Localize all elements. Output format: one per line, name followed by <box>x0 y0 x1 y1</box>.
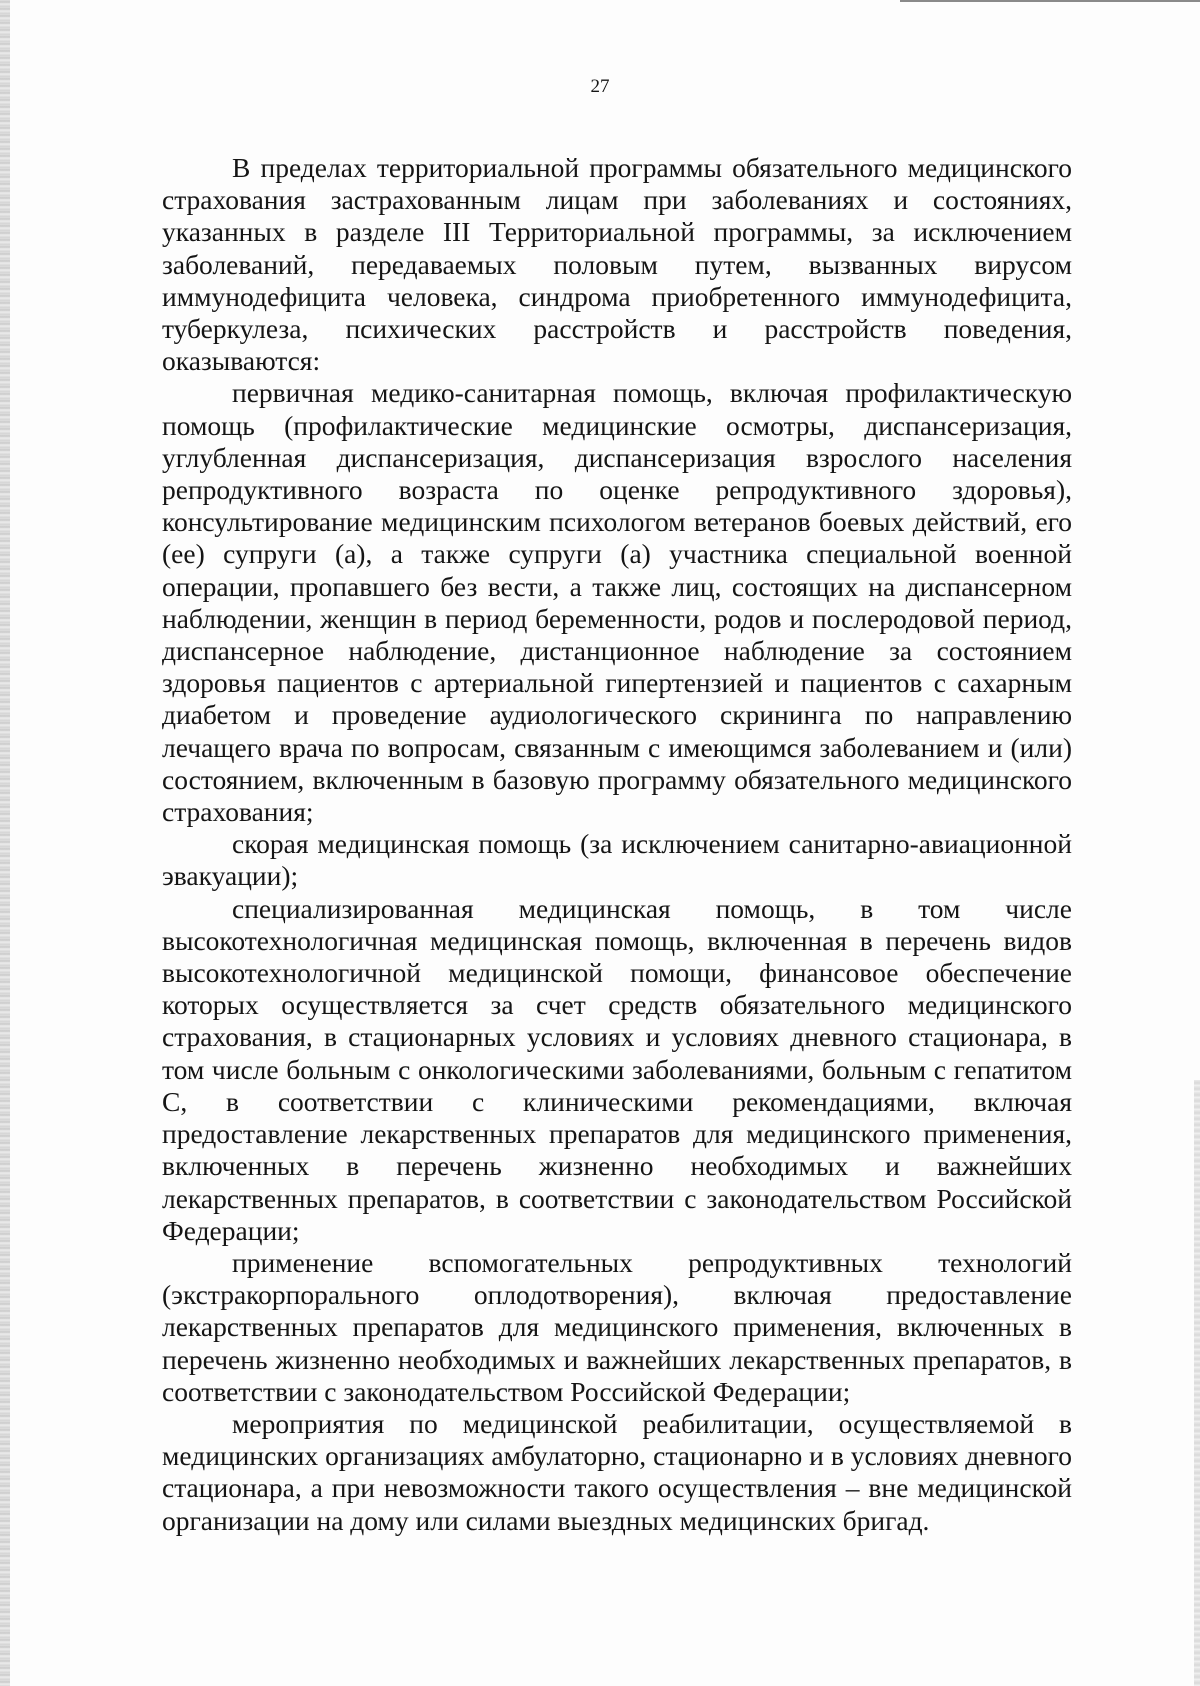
page-number: 27 <box>590 76 610 97</box>
scan-edge-top <box>900 0 1200 2</box>
paragraph-emergency-care: скорая медицинская помощь (за исключением санитарно-авиационной эвакуации); <box>162 828 1072 892</box>
paragraph-primary-care: первичная медико-санитарная помощь, включая профилактическую помощь (профилактические медицинские осмотры, диспансеризация, углубленная диспансеризация, диспансеризация взрослого населения репродуктивного возраста по оценке репродуктивного здоровья), консультирование медицинским психологом ветеранов боевых действий, его (ее) супруги (а), а также супруги (а) участника специальной военной операции, пропавшего без вести, а также лиц, состоящих на диспансерном наблюдении, женщин в период беременности, родов и послеродовой период, диспансерное наблюдение, дистанционное наблюдение за состоянием здоровья пациентов с артериальной гипертензией и пациентов с сахарным диабетом и проведение аудиологического скрининга по направлению лечащего врача по вопросам, связанным с имеющимся заболеванием и (или) состоянием, включенным в базовую программу обязательного медицинского страхования; <box>162 377 1072 828</box>
paragraph-specialized-care: специализированная медицинская помощь, в том числе высокотехнологичная медицинская помощь, включенная в перечень видов высокотехнологичной медицинской помощи, финансовое обеспечение которых осуществляется за счет средств обязательного медицинского страхования, в стационарных условиях и условиях дневного стационара, в том числе больным с онкологическими заболеваниями, больным с гепатитом С, в соответствии с клиническими рекомендациями, включая предоставление лекарственных препаратов для медицинского применения, включенных в перечень жизненно необходимых и важнейших лекарственных препаратов, в соответствии с законодательством Российской Федерации; <box>162 892 1072 1246</box>
paragraph-intro: В пределах территориальной программы обязательного медицинского страхования застрахованным лицам при заболеваниях и состояниях, указанных в разделе III Территориальной программы, за исключением заболеваний, передаваемых половым путем, вызванных вирусом иммунодефицита человека, синдрома приобретенного иммунодефицита, туберкулеза, психических расстройств и расстройств поведения, оказываются: <box>162 152 1072 377</box>
body-text <box>162 152 1072 1537</box>
scan-edge-left <box>0 0 10 1686</box>
paragraph-reproductive-technologies: применение вспомогательных репродуктивных технологий (экстракорпорального оплодотворения), включая предоставление лекарственных препаратов для медицинского применения, включенных в перечень жизненно необходимых и важнейших лекарственных препаратов, в соответствии с законодательством Российской Федерации; <box>162 1246 1072 1407</box>
scan-edge-right <box>1194 1080 1200 1686</box>
paragraph-rehabilitation: мероприятия по медицинской реабилитации, осуществляемой в медицинских организациях амбулаторно, стационарно и в условиях дневного стационара, а при невозможности такого осуществления – вне медицинской организации на дому или силами выездных медицинских бригад. <box>162 1407 1072 1536</box>
